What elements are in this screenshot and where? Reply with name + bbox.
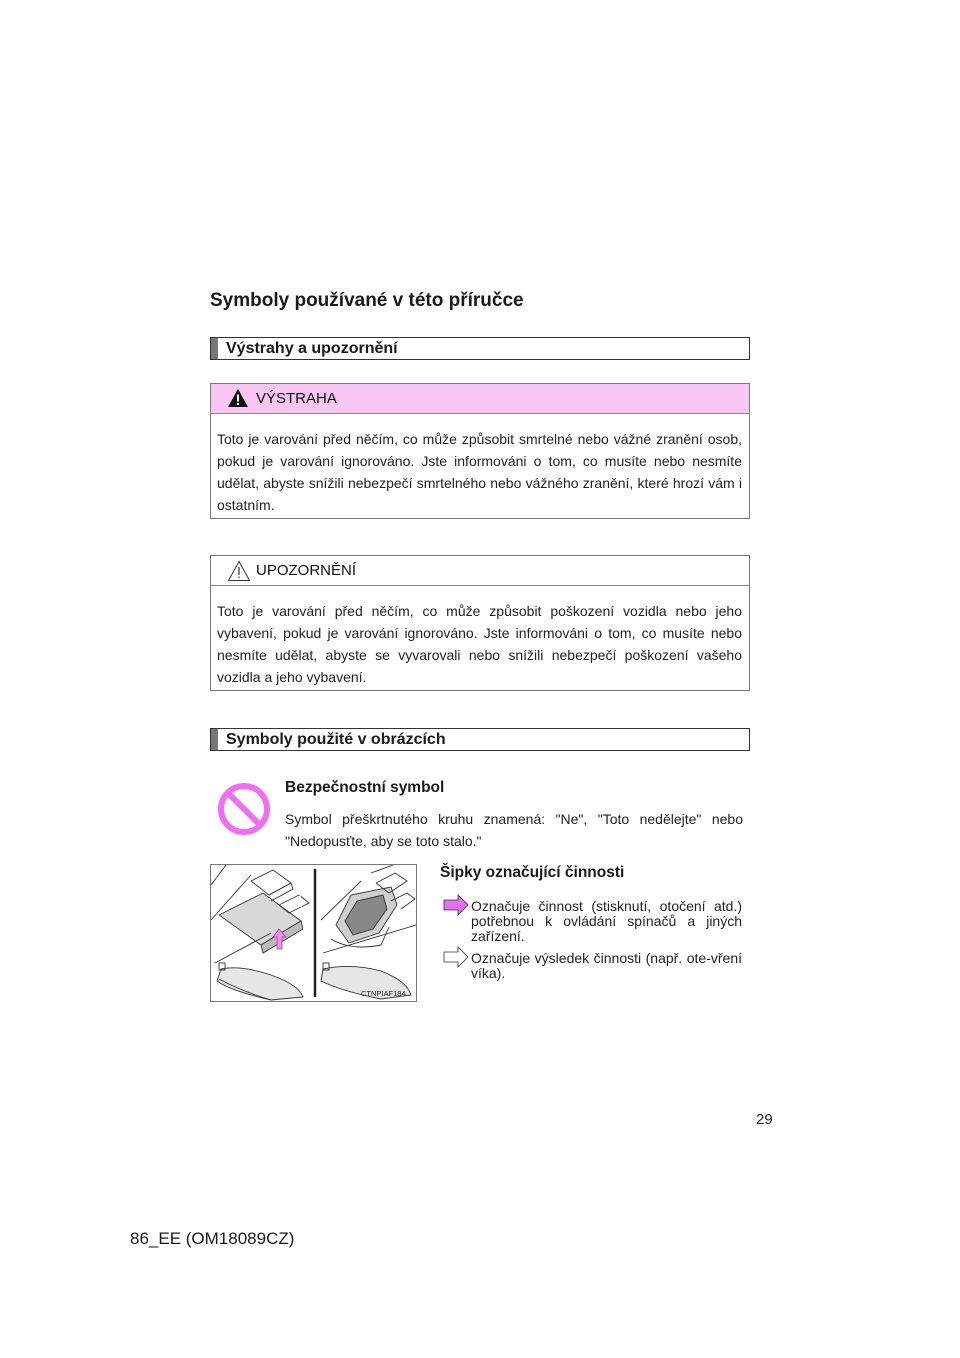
caution-label: UPOZORNĚNÍ [256,562,357,579]
result-arrow-icon [443,946,469,968]
prohibition-icon [216,781,272,837]
safety-symbol-title: Bezpečnostní symbol [285,779,445,796]
section-header-symbols [210,728,750,751]
caution-box [210,555,750,691]
overhead-console-illustration [211,865,416,1001]
page-number: 29 [756,1111,773,1128]
warning-label: VÝSTRAHA [256,390,337,407]
caution-text: Toto je varování před něčím, co může způsobit poškození vozidla nebo jeho vybavení, pokud je varování ignorováno. Jste informováni o tom, co musíte nebo nesmíte udělat, abyste se vyvarovali nebo snížili nebezpečí poškození vašeho vozidla a jeho vybavení. [217,603,742,685]
warning-triangle-icon [227,388,249,408]
arrows-title: Šipky označující činnosti [440,864,625,881]
action-arrow-text: Označuje činnost (stisknutí, otočení atd.) potřebnou k ovládání spínačů a jiných zařízení. [471,898,742,944]
warning-text: Toto je varování před něčím, co může způsobit smrtelné nebo vážné zranění osob, pokud je varování ignorováno. Jste informováni o tom, co musíte nebo nesmíte udělat, abyste snížili nebezpečí smrtelného nebo vážného zranění, které hrozí vám i ostatním. [217,431,742,513]
warning-header [211,384,749,414]
section-title: Symboly použité v obrázcích [226,731,446,748]
page-title: Symboly používané v této příručce [210,290,524,311]
illustration-figure [210,864,417,1002]
section-header-warnings [210,337,750,360]
section-bar [211,729,218,750]
section-title: Výstrahy a upozornění [226,340,398,357]
footer-code: 86_EE (OM18089CZ) [130,1229,295,1248]
figure-code: CTNPIAF184 [361,989,406,998]
section-bar [211,338,218,359]
warning-box [210,383,750,519]
safety-symbol-text: Symbol přeškrtnutého kruhu znamená: "Ne", "Toto nedělejte" nebo "Nedopusťte, aby se toto stalo." [285,811,743,849]
caution-triangle-icon [227,560,251,582]
caution-header [211,556,749,586]
result-arrow-text: Označuje výsledek činnosti (např. ote-vření víka). [471,950,742,981]
action-arrow-icon [443,894,469,916]
